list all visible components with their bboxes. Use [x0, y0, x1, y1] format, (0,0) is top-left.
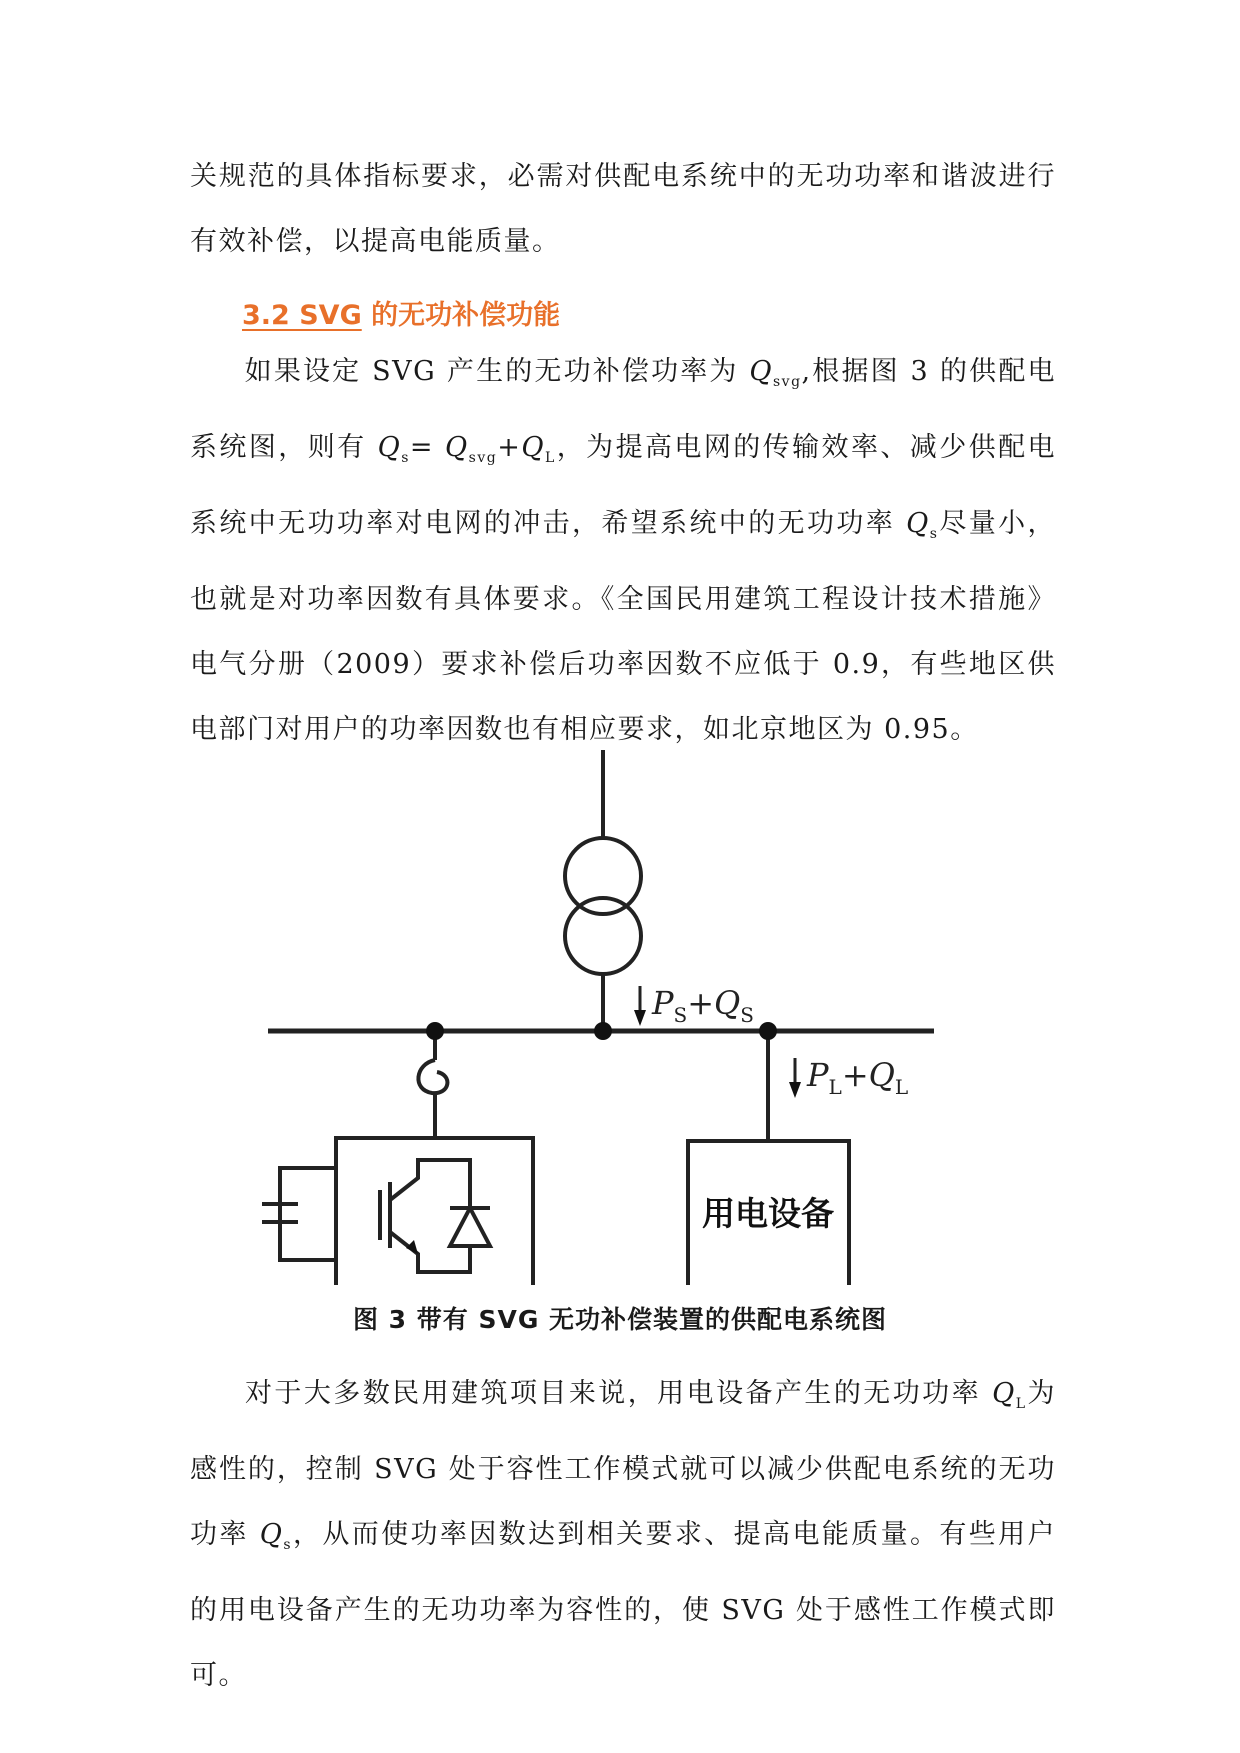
text-run: 对于大多数民用建筑项目来说，用电设备产生的无功功率: [244, 1378, 993, 1409]
text-run: 为感性的，控制 SVG 处于容性工作模式就可以减少供配电系统的无功功率: [190, 1378, 1056, 1550]
arrow-down-icon: [634, 1010, 646, 1026]
reactor-icon: [418, 1060, 447, 1093]
transformer-winding-secondary: [565, 898, 641, 974]
var-q: Q: [906, 508, 930, 539]
var-subscript: L: [1015, 1396, 1027, 1412]
paragraph-load-reactive: [190, 1361, 1056, 1708]
var-q: Q: [749, 356, 773, 387]
text-run: =: [409, 432, 446, 463]
transformer-winding-primary: [565, 838, 641, 914]
text-run: 尽量小，也就是对功率因数有具体要求。《全国民用建筑工程设计技术措施》电气分册（2009）要求补偿后功率因数不应低于 0.9，有些地区供电部门对用户的功率因数也有相应要求，如北京地区为 0.95。: [190, 508, 1056, 745]
var-q: Q: [259, 1519, 284, 1550]
var-q: Q: [521, 432, 545, 463]
arrow-down-icon: [789, 1082, 801, 1098]
section-number: 3.2 SVG: [242, 300, 362, 331]
emitter-arrow-icon: [406, 1240, 418, 1254]
var-q: Q: [992, 1378, 1016, 1409]
var-subscript: L: [545, 450, 556, 466]
diode-triangle: [450, 1208, 490, 1246]
var-q: Q: [445, 432, 469, 463]
section-title: 的无功补偿功能: [361, 300, 561, 331]
text-run: ，为提高电网的传输效率、减少供配电系统中无功功率对电网的冲击，希望系统中的无功功率: [190, 432, 1056, 539]
text-run: ，从而使功率因数达到相关要求、提高电能质量。有些用户的用电设备产生的无功功率为容性的，使 SVG 处于感性工作模式即可。: [190, 1519, 1056, 1691]
bus-node: [759, 1022, 777, 1040]
dc-link-wires: [280, 1168, 336, 1260]
var-subscript: s: [401, 450, 410, 466]
var-subscript: s: [929, 526, 939, 542]
var-q: Q: [377, 432, 402, 463]
power-system-diagram: [240, 750, 940, 1285]
text-run: ,根据图 3 的供配电系统图，则有: [190, 356, 1056, 463]
paragraph-svg-compensation: [190, 339, 1056, 762]
var-subscript: svg: [772, 374, 802, 390]
text-run: +: [497, 432, 522, 463]
igbt-emitter: [390, 1232, 470, 1272]
var-subscript: s: [283, 1537, 293, 1553]
section-heading: [242, 293, 560, 332]
bus-node: [426, 1022, 444, 1040]
figure-caption: 图 3 带有 SVG 无功补偿装置的供配电系统图: [352, 1305, 888, 1334]
bus-node: [594, 1022, 612, 1040]
paragraph-continued: 关规范的具体指标要求，必需对供配电系统中的无功功率和谐波进行有效补偿，以提高电能质量。: [190, 161, 1056, 257]
text-run: 如果设定 SVG 产生的无功补偿功率为: [244, 356, 750, 387]
label-pl-ql: $P_L+Q_L$: [807, 1056, 909, 1099]
igbt-collector: [390, 1160, 470, 1200]
label-ps-qs: $P_S+Q_S$: [652, 984, 754, 1027]
load-label: 用电设备: [702, 1194, 834, 1233]
var-subscript: svg: [468, 450, 498, 466]
